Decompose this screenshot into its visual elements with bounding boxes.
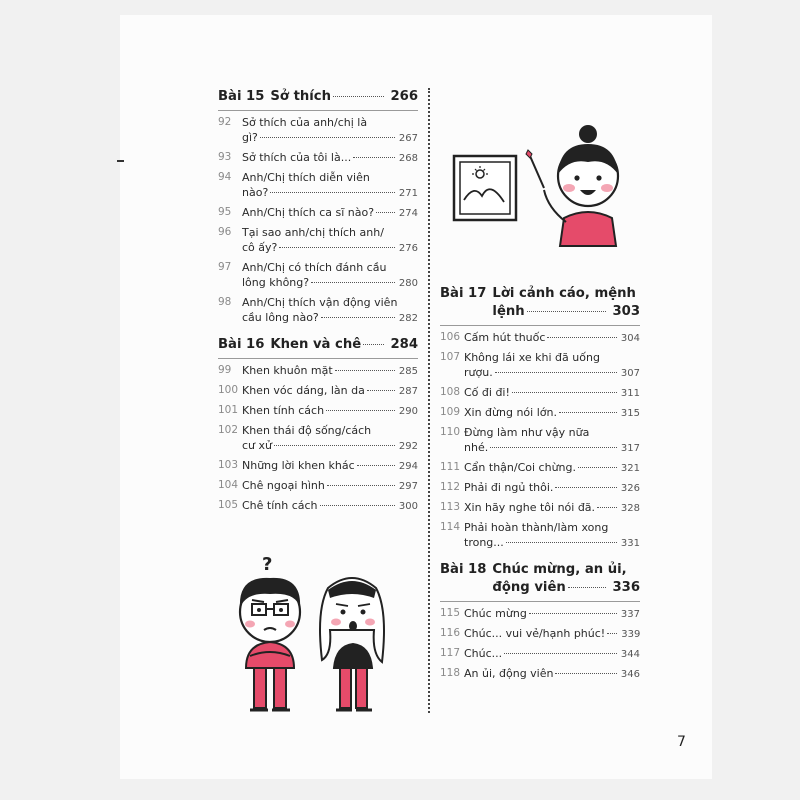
toc-section — [218, 88, 418, 326]
paintbrush-icon — [526, 150, 544, 188]
leader-dots — [357, 465, 395, 466]
entry-number: 92 — [218, 116, 232, 128]
toc-entry[interactable] — [218, 478, 418, 494]
entry-number: 106 — [440, 331, 461, 343]
entry-body — [242, 423, 418, 454]
section-page: 284 — [390, 337, 418, 352]
entry-body — [464, 480, 640, 496]
entry-number: 101 — [218, 404, 239, 416]
entry-page: 300 — [398, 501, 418, 512]
section-rule — [218, 358, 418, 359]
entry-number: 109 — [440, 406, 461, 418]
entry-text: gì? — [242, 131, 258, 144]
entry-text: trong... — [464, 536, 504, 549]
entry-body — [464, 606, 640, 622]
entry-number: 94 — [218, 171, 232, 183]
section-heading[interactable] — [440, 561, 640, 597]
entry-number: 93 — [218, 151, 232, 163]
section-title-line: động viên — [492, 580, 566, 595]
toc-entry[interactable] — [218, 260, 418, 291]
leader-dots — [578, 467, 617, 468]
entry-number: 112 — [440, 481, 461, 493]
entry-body — [464, 330, 640, 346]
entry-page: 268 — [398, 153, 418, 164]
entry-number: 115 — [440, 607, 461, 619]
section-heading[interactable] — [218, 88, 418, 106]
leader-dots — [327, 485, 395, 486]
leader-dots — [260, 137, 395, 138]
entry-page: 271 — [398, 188, 418, 199]
leader-dots — [568, 587, 607, 588]
girl-body — [560, 212, 616, 246]
entry-text: Sở thích của anh/chị là — [242, 116, 368, 129]
entry-text: lông không? — [242, 276, 310, 289]
entry-body — [464, 500, 640, 516]
entry-text: Anh/Chị thích diễn viên — [242, 171, 370, 184]
leader-dots — [279, 247, 395, 248]
toc-entry[interactable] — [218, 403, 418, 419]
entry-page: 331 — [620, 538, 640, 549]
leader-dots — [504, 653, 617, 654]
entry-body — [464, 350, 640, 381]
leader-dots — [495, 372, 617, 373]
entry-page: 274 — [398, 208, 418, 219]
entry-body — [242, 115, 418, 146]
entry-page: 317 — [620, 443, 640, 454]
entry-body — [464, 385, 640, 401]
entry-page: 337 — [620, 609, 640, 620]
boy-figure — [240, 554, 300, 710]
entry-page: 344 — [620, 649, 640, 660]
toc-entry[interactable] — [218, 498, 418, 514]
leader-dots — [527, 311, 607, 312]
toc-entry[interactable] — [440, 520, 640, 551]
entry-text: nào? — [242, 186, 269, 199]
entry-text: Phải đi ngủ thôi. — [464, 481, 554, 494]
entry-page: 307 — [620, 368, 640, 379]
section-rule — [440, 601, 640, 602]
entry-text: Khen thái độ sống/cách — [242, 424, 372, 437]
entry-body — [464, 405, 640, 421]
entry-text: Anh/Chị thích ca sĩ nào? — [242, 206, 375, 219]
entry-number: 111 — [440, 461, 461, 473]
entry-page: 276 — [398, 243, 418, 254]
entry-text: cầu lông nào? — [242, 311, 319, 324]
entry-body — [464, 520, 640, 551]
entry-body — [242, 295, 418, 326]
entry-body — [242, 170, 418, 201]
leader-dots — [506, 542, 617, 543]
section-rule — [440, 325, 640, 326]
toc-entry[interactable] — [440, 626, 640, 642]
toc-entry[interactable] — [440, 460, 640, 476]
entry-number: 117 — [440, 647, 461, 659]
entry-text: Khen tính cách — [242, 404, 325, 417]
leader-dots — [490, 447, 617, 448]
entry-page: 285 — [398, 366, 418, 377]
entry-body — [464, 425, 640, 456]
entry-text: Sở thích của tôi là... — [242, 151, 352, 164]
confused-couple-illustration — [232, 550, 402, 720]
entry-body — [242, 403, 418, 419]
leader-dots — [326, 410, 395, 411]
entry-body — [242, 383, 418, 399]
entry-body — [242, 150, 418, 166]
entry-text: Chê tính cách — [242, 499, 318, 512]
toc-entry[interactable] — [218, 423, 418, 454]
toc-section — [440, 561, 640, 682]
entry-number: 95 — [218, 206, 232, 218]
entry-number: 100 — [218, 384, 239, 396]
section-label: Bài 15 — [218, 89, 265, 104]
entry-text: Anh/Chị có thích đánh cầu — [242, 261, 387, 274]
section-label: Bài 16 — [218, 337, 265, 352]
entry-text: Khen khuôn mặt — [242, 364, 333, 377]
toc-entry[interactable] — [218, 205, 418, 221]
entry-text: Cẩn thận/Coi chừng. — [464, 461, 576, 474]
entry-text: Những lời khen khác — [242, 459, 355, 472]
leader-dots — [547, 337, 616, 338]
leader-dots — [555, 487, 616, 488]
entry-body — [464, 460, 640, 476]
entry-number: 116 — [440, 627, 461, 639]
section-label: Bài 17 — [440, 286, 487, 301]
entry-body — [242, 205, 418, 221]
section-title-line: lệnh — [492, 304, 525, 319]
leader-dots — [597, 507, 617, 508]
entry-text: Xin hãy nghe tôi nói đã. — [464, 501, 596, 514]
toc-entry[interactable] — [218, 170, 418, 201]
entry-text: Chê ngoại hình — [242, 479, 325, 492]
toc-entry[interactable] — [218, 295, 418, 326]
entry-body — [242, 225, 418, 256]
entry-text: Đừng làm như vậy nữa — [464, 426, 590, 439]
entry-page: 326 — [620, 483, 640, 494]
entry-text: rượu. — [464, 366, 493, 379]
entry-page: 294 — [398, 461, 418, 472]
section-page: 336 — [612, 580, 640, 595]
leader-dots — [555, 673, 616, 674]
toc-entry[interactable] — [440, 425, 640, 456]
section-title: Khen và chê — [270, 337, 362, 352]
girl-painting-illustration — [448, 118, 633, 248]
leader-dots — [311, 282, 395, 283]
entry-page: 321 — [620, 463, 640, 474]
entry-page: 267 — [398, 133, 418, 144]
section-page: 266 — [390, 89, 418, 104]
entry-text: Không lái xe khi đã uống — [464, 351, 600, 364]
entry-page: 311 — [620, 388, 640, 399]
entry-number: 105 — [218, 499, 239, 511]
entry-number: 103 — [218, 459, 239, 471]
section-title-line: Lời cảnh cáo, mệnh — [492, 286, 636, 301]
toc-right-column — [440, 285, 640, 692]
section-title-line: Chúc mừng, an ủi, — [492, 562, 627, 577]
entry-number: 98 — [218, 296, 232, 308]
entry-number: 104 — [218, 479, 239, 491]
entry-body — [242, 498, 418, 514]
entry-number: 99 — [218, 364, 232, 376]
toc-section — [440, 285, 640, 551]
entry-text: cư xử — [242, 439, 272, 452]
toc-entry[interactable] — [440, 405, 640, 421]
entry-text: Khen vóc dáng, làn da — [242, 384, 365, 397]
section-rule — [218, 110, 418, 111]
margin-mark — [117, 160, 124, 162]
section-heading[interactable] — [218, 336, 418, 354]
section-label: Bài 18 — [440, 562, 487, 577]
leader-dots — [353, 157, 395, 158]
toc-entry[interactable] — [440, 666, 640, 682]
entry-text: Xin đừng nói lớn. — [464, 406, 557, 419]
section-heading[interactable] — [440, 285, 640, 321]
entry-text: Cấm hút thuốc — [464, 331, 546, 344]
toc-entry[interactable] — [440, 606, 640, 622]
toc-entry[interactable] — [440, 480, 640, 496]
leader-dots — [333, 96, 384, 97]
leader-dots — [270, 192, 395, 193]
entry-body — [464, 626, 640, 642]
section-page: 303 — [612, 304, 640, 319]
section-title-block — [492, 561, 640, 597]
entry-text: Anh/Chị thích vận động viên — [242, 296, 398, 309]
entry-number: 108 — [440, 386, 461, 398]
entry-text: Chúc mừng — [464, 607, 527, 620]
entry-page: 297 — [398, 481, 418, 492]
toc-left-column — [218, 88, 418, 524]
toc-entry[interactable] — [440, 350, 640, 381]
toc-entry[interactable] — [218, 115, 418, 146]
entry-number: 96 — [218, 226, 232, 238]
entry-text: nhé. — [464, 441, 489, 454]
leader-dots — [559, 412, 617, 413]
leader-dots — [376, 212, 395, 213]
entry-page: 280 — [398, 278, 418, 289]
toc-entry[interactable] — [440, 385, 640, 401]
entry-number: 97 — [218, 261, 232, 273]
toc-entry[interactable] — [440, 500, 640, 516]
entry-text: Chúc... — [464, 647, 503, 660]
section-title: Sở thích — [270, 89, 331, 104]
leader-dots — [367, 390, 395, 391]
section-title-block — [492, 285, 640, 321]
entry-page: 290 — [398, 406, 418, 417]
entry-page: 328 — [620, 503, 640, 514]
entry-body — [464, 666, 640, 682]
column-divider — [428, 88, 430, 713]
entry-text: Phải hoàn thành/làm xong — [464, 521, 609, 534]
toc-entry[interactable] — [218, 225, 418, 256]
leader-dots — [607, 633, 617, 634]
entry-number: 113 — [440, 501, 461, 513]
entry-number: 118 — [440, 667, 461, 679]
entry-body — [242, 260, 418, 291]
entry-body — [242, 363, 418, 379]
entry-text: cô ấy? — [242, 241, 278, 254]
entry-number: 107 — [440, 351, 461, 363]
toc-entry[interactable] — [218, 383, 418, 399]
entry-body — [242, 478, 418, 494]
leader-dots — [320, 505, 395, 506]
entry-number: 110 — [440, 426, 461, 438]
painting-frame — [454, 156, 516, 220]
worried-girl-figure — [320, 578, 384, 710]
entry-text: Tại sao anh/chị thích anh/ — [242, 226, 384, 239]
entry-page: 292 — [398, 441, 418, 452]
toc-entry[interactable] — [218, 150, 418, 166]
toc-section — [218, 336, 418, 514]
entry-text: An ủi, động viên — [464, 667, 554, 680]
leader-dots — [274, 445, 395, 446]
entry-page: 315 — [620, 408, 640, 419]
entry-text: Chúc... vui vẻ/hạnh phúc! — [464, 627, 606, 640]
page-number: 7 — [677, 734, 686, 750]
toc-entry[interactable] — [440, 646, 640, 662]
entry-page: 346 — [620, 669, 640, 680]
entry-page: 287 — [398, 386, 418, 397]
entry-body — [464, 646, 640, 662]
entry-page: 282 — [398, 313, 418, 324]
leader-dots — [529, 613, 617, 614]
entry-number: 102 — [218, 424, 239, 436]
leader-dots — [363, 344, 384, 345]
svg-text:?: ? — [262, 554, 273, 575]
leader-dots — [512, 392, 617, 393]
toc-entry[interactable] — [218, 458, 418, 474]
entry-page: 339 — [621, 629, 641, 640]
entry-page: 304 — [620, 333, 640, 344]
entry-body — [242, 458, 418, 474]
toc-entry[interactable] — [218, 363, 418, 379]
entry-number: 114 — [440, 521, 461, 533]
entry-text: Cố đi đi! — [464, 386, 510, 399]
leader-dots — [321, 317, 395, 318]
toc-entry[interactable] — [440, 330, 640, 346]
leader-dots — [335, 370, 395, 371]
